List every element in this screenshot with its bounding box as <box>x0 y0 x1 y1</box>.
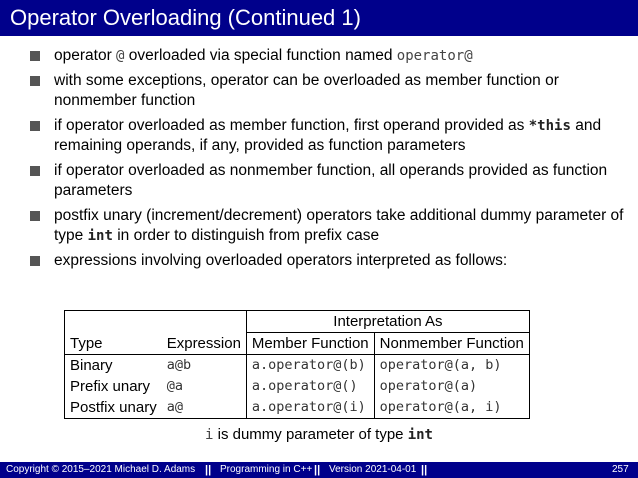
footer-bar <box>0 462 638 478</box>
footer-course: Programming in C++ <box>220 464 313 475</box>
footnote-text: is dummy parameter of type <box>213 426 408 443</box>
slide-title: Operator Overloading (Continued 1) <box>10 5 361 30</box>
inline-code: operator@ <box>396 48 473 64</box>
inline-code: int <box>87 228 113 244</box>
inline-code: @ <box>116 48 125 64</box>
footer-separator: || <box>421 464 428 476</box>
bullet-text: and remaining operands, if any, provided as function parameters <box>54 117 602 154</box>
bullet-text: operator <box>54 47 117 64</box>
inline-code: *this <box>528 118 571 134</box>
table-row <box>65 397 530 419</box>
table-cell: a.operator@() <box>246 376 374 397</box>
footer-separator: || <box>314 464 321 476</box>
column-header: Nonmember Function <box>374 333 529 355</box>
table-cell: operator@(a, i) <box>374 397 529 419</box>
table-row <box>65 355 530 377</box>
table-cell: a@b <box>166 357 192 373</box>
footer-version: Version 2021-04-01 <box>329 464 417 475</box>
table-cell: Binary <box>65 355 162 377</box>
bullet-text: with some exceptions, operator can be overloaded as member function or nonmember function <box>54 72 559 109</box>
column-header: Expression <box>162 333 247 355</box>
footer-copyright: Copyright © 2015–2021 Michael D. Adams <box>6 464 196 475</box>
table-row <box>65 376 530 397</box>
bullet-text: expressions involving overloaded operators interpreted as follows: <box>54 252 508 269</box>
bullet-item <box>30 251 630 271</box>
bullet-square-icon <box>30 166 40 176</box>
bullet-text: in order to distinguish from prefix case <box>112 227 380 244</box>
column-header: Member Function <box>246 333 374 355</box>
column-header: Type <box>65 333 162 355</box>
inline-code: i <box>205 427 214 443</box>
bullet-list <box>30 46 630 276</box>
table-cell: Postfix unary <box>65 397 162 419</box>
bullet-square-icon <box>30 121 40 131</box>
footer-separator: || <box>205 464 212 476</box>
bullet-item <box>30 116 630 156</box>
group-header: Interpretation As <box>246 311 529 333</box>
bullet-text: postfix unary (increment/decrement) operators take additional dummy parameter of type <box>54 207 624 244</box>
table-cell: a@ <box>162 397 247 419</box>
table-cell: a.operator@(b) <box>246 355 374 377</box>
table-cell: Prefix unary <box>65 376 162 397</box>
footer-page-number: 257 <box>612 464 629 475</box>
bullet-text: overloaded via special function named <box>124 47 397 64</box>
bullet-text: if operator overloaded as nonmember function, all operands provided as function parameters <box>54 162 608 199</box>
table-cell: operator@(a) <box>374 376 529 397</box>
interpretation-table <box>64 310 530 419</box>
bullet-text: if operator overloaded as member function, first operand provided as <box>54 117 529 134</box>
table-cell: @a <box>166 378 183 394</box>
bullet-square-icon <box>30 76 40 86</box>
table-cell: operator@(a, b) <box>374 355 529 377</box>
bullet-square-icon <box>30 256 40 266</box>
bullet-item <box>30 161 630 201</box>
title-bar <box>0 0 638 36</box>
table-footnote <box>0 426 638 444</box>
table-header-row <box>65 333 530 355</box>
inline-code: int <box>407 427 433 443</box>
bullet-item <box>30 46 630 66</box>
bullet-item <box>30 71 630 111</box>
table-cell: a.operator@(i) <box>246 397 374 419</box>
bullet-item <box>30 206 630 246</box>
bullet-square-icon <box>30 51 40 61</box>
bullet-square-icon <box>30 211 40 221</box>
table-group-header-row <box>65 311 530 333</box>
